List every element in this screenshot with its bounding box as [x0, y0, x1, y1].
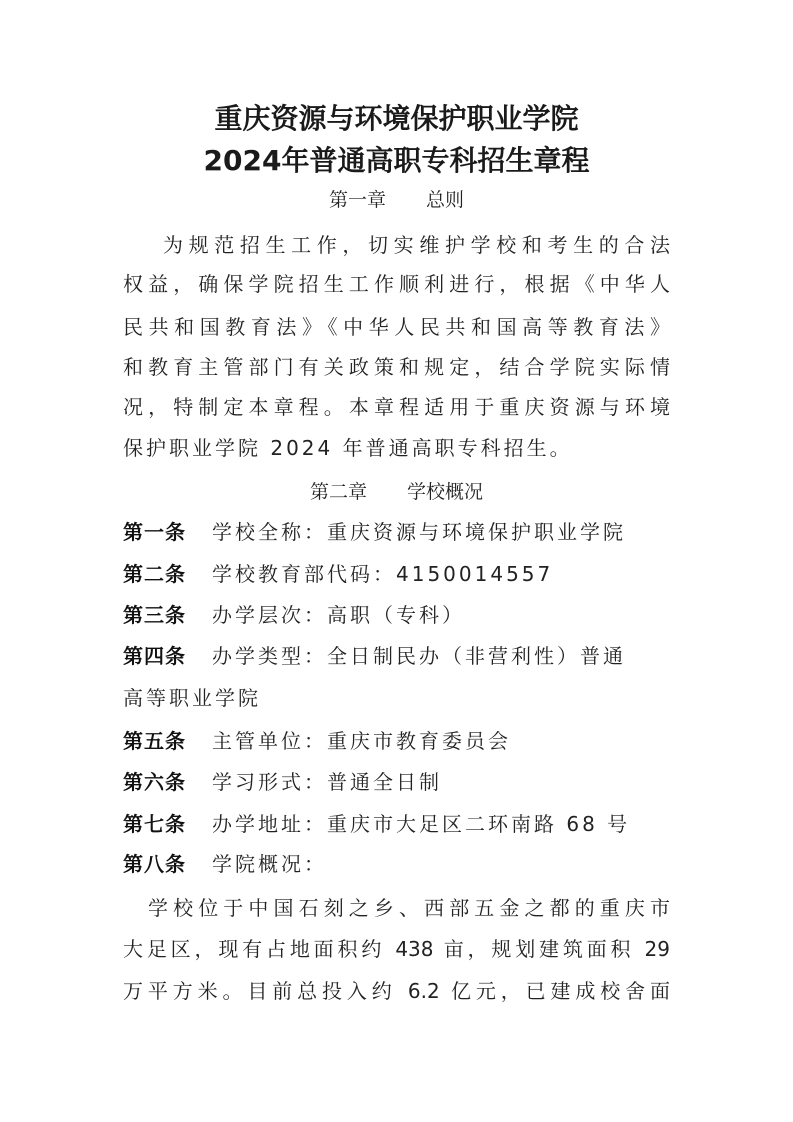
article-6	[123, 768, 442, 796]
chapter-1-number: 第一章	[328, 189, 386, 211]
article-5	[123, 727, 511, 755]
paragraph-line: 为规范招生工作，切实维护学校和考生的合法	[163, 233, 670, 257]
article-text: 主管单位：重庆市教育委员会	[212, 729, 511, 753]
paragraph-line: 保护职业学院 2024 年普通高职专科招生。	[123, 436, 573, 460]
title-line-2: 2024年普通高职专科招生章程	[203, 144, 590, 177]
article-label: 第八条	[123, 852, 186, 876]
article-label: 第四条	[123, 644, 186, 668]
article-label: 第三条	[123, 603, 186, 627]
article-label: 第七条	[123, 812, 186, 836]
article-text: 办学层次：高职（专科）	[212, 603, 465, 627]
chapter-2-heading	[0, 478, 793, 506]
chapter-1-name: 总则	[426, 189, 465, 211]
article-text: 办学地址：重庆市大足区二环南路 68 号	[212, 812, 631, 836]
paragraph-line: 万平方米。目前总投入约 6.2 亿元，已建成校舍面	[123, 979, 670, 1003]
chapter-2-name: 学校概况	[407, 481, 484, 503]
article-text: 学习形式：普通全日制	[212, 770, 442, 794]
article-2	[123, 560, 553, 588]
paragraph-line: 学校位于中国石刻之乡、西部五金之都的重庆市	[148, 896, 670, 920]
paragraph-line: 况，特制定本章程。本章程适用于重庆资源与环境	[123, 395, 670, 419]
article-text: 学校教育部代码：4150014557	[212, 562, 554, 586]
article-4-continuation: 高等职业学院	[123, 686, 261, 710]
article-3	[123, 601, 465, 629]
article-label: 第五条	[123, 729, 186, 753]
article-label: 第一条	[123, 520, 186, 544]
article-4	[123, 642, 626, 670]
paragraph-line: 大足区，现有占地面积约 438 亩，规划建筑面积 29	[123, 937, 670, 961]
title-line-1: 重庆资源与环境保护职业学院	[214, 102, 579, 135]
article-text: 办学类型：全日制民办（非营利性）普通	[212, 644, 626, 668]
article-1	[123, 518, 626, 546]
article-text: 学院概况：	[212, 852, 327, 876]
article-8	[123, 850, 327, 878]
article-text: 学校全称：重庆资源与环境保护职业学院	[212, 520, 626, 544]
chapter-2-number: 第二章	[309, 481, 367, 503]
chapter-1-heading	[0, 186, 793, 214]
article-label: 第二条	[123, 562, 186, 586]
article-7	[123, 810, 630, 838]
paragraph-line: 和教育主管部门有关政策和规定，结合学院实际情	[123, 355, 670, 379]
article-label: 第六条	[123, 770, 186, 794]
paragraph-line: 权益，确保学院招生工作顺利进行，根据《中华人	[123, 272, 670, 296]
paragraph-line: 民共和国教育法》《中华人民共和国高等教育法》	[123, 315, 670, 339]
